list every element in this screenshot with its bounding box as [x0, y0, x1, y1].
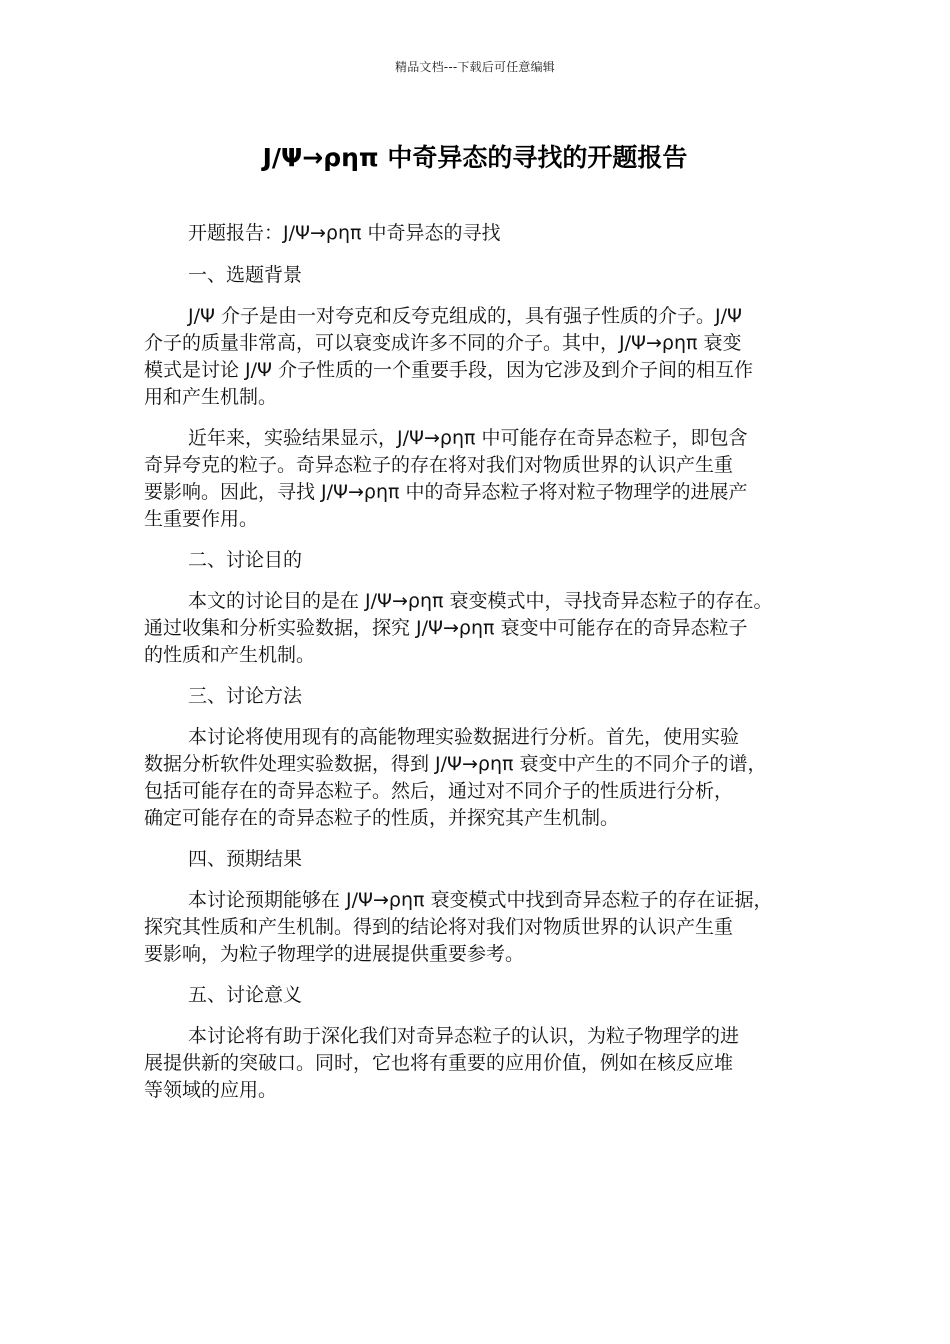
- text-line: 的性质和产生机制。: [144, 644, 316, 666]
- text-line: 生重要作用。: [144, 508, 259, 530]
- paragraph-expected-results: [144, 887, 824, 968]
- paragraph-method: [144, 724, 824, 832]
- report-subtitle: 开题报告：J/Ψ→ρηπ 中奇异态的寻找: [188, 222, 501, 244]
- text-line: 本讨论将有助于深化我们对奇异态粒子的认识，为粒子物理学的进: [188, 1025, 740, 1047]
- paragraph-background-1: [144, 303, 824, 411]
- text-line: 展提供新的突破口。同时，它也将有重要的应用价值，例如在核反应堆: [144, 1052, 734, 1074]
- text-line: 要影响。因此，寻找 J/Ψ→ρηπ 中的奇异态粒子将对粒子物理学的进展产: [144, 481, 748, 503]
- section-heading-method: 三、讨论方法: [188, 685, 303, 707]
- section-heading-expected-results: 四、预期结果: [188, 848, 303, 870]
- text-line: 本文的讨论目的是在 J/Ψ→ρηπ 衰变模式中，寻找奇异态粒子的存在。: [188, 590, 773, 612]
- text-line: 包括可能存在的奇异态粒子。然后，通过对不同介子的性质进行分析，: [144, 780, 734, 802]
- paragraph-significance: [144, 1023, 824, 1104]
- paragraph-background-2: [144, 425, 824, 533]
- text-line: 本讨论预期能够在 J/Ψ→ρηπ 衰变模式中找到奇异态粒子的存在证据，: [188, 889, 773, 911]
- text-line: 奇异夸克的粒子。奇异态粒子的存在将对我们对物质世界的认识产生重: [144, 454, 734, 476]
- document-title: J/Ψ→ρηπ 中奇异态的寻找的开题报告: [262, 143, 688, 172]
- document-body: [144, 220, 824, 1118]
- page-header: 精品文档---下载后可任意编辑: [395, 60, 555, 74]
- text-line: 探究其性质和产生机制。得到的结论将对我们对物质世界的认识产生重: [144, 916, 734, 938]
- text-line: 确定可能存在的奇异态粒子的性质，并探究其产生机制。: [144, 807, 620, 829]
- section-heading-significance: 五、讨论意义: [188, 984, 303, 1006]
- text-line: 本讨论将使用现有的高能物理实验数据进行分析。首先，使用实验: [188, 726, 740, 748]
- text-line: 模式是讨论 J/Ψ 介子性质的一个重要手段，因为它涉及到介子间的相互作: [144, 359, 754, 381]
- text-line: 近年来，实验结果显示，J/Ψ→ρηπ 中可能存在奇异态粒子，即包含: [188, 427, 748, 449]
- text-line: 用和产生机制。: [144, 386, 278, 408]
- text-line: J/Ψ 介子是由一对夸克和反夸克组成的，具有强子性质的介子。J/Ψ: [188, 305, 742, 327]
- text-line: 通过收集和分析实验数据，探究 J/Ψ→ρηπ 衰变中可能存在的奇异态粒子: [144, 617, 748, 639]
- text-line: 数据分析软件处理实验数据，得到 J/Ψ→ρηπ 衰变中产生的不同介子的谱，: [144, 753, 767, 775]
- text-line: 介子的质量非常高，可以衰变成许多不同的介子。其中，J/Ψ→ρηπ 衰变: [144, 332, 742, 354]
- text-line: 等领域的应用。: [144, 1079, 278, 1101]
- text-line: 要影响，为粒子物理学的进展提供重要参考。: [144, 943, 525, 965]
- section-heading-purpose: 二、讨论目的: [188, 549, 303, 571]
- paragraph-purpose: [144, 588, 824, 669]
- section-heading-background: 一、选题背景: [188, 264, 303, 286]
